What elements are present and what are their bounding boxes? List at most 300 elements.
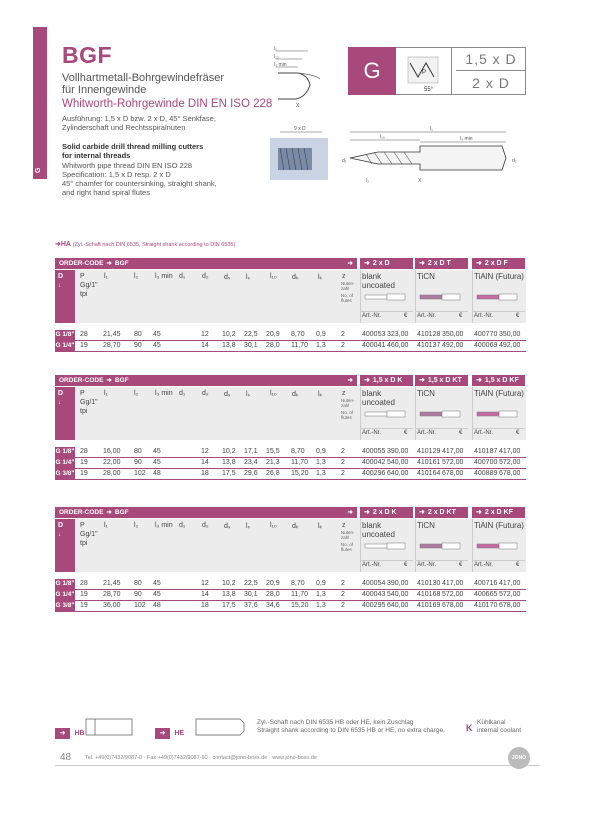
- artnr-header: Art.-Nr.: [474, 430, 493, 436]
- k-letter: K: [466, 723, 473, 733]
- euro-header: €: [516, 430, 520, 436]
- cell-l10: 26,8: [266, 470, 280, 477]
- arrow-icon: ➜: [347, 509, 353, 516]
- variant-tab: [472, 507, 525, 518]
- label-l10-small: l₁₀: [274, 54, 279, 60]
- article-number[interactable]: 410164: [417, 470, 441, 477]
- coating-name: TiAlN (Futura): [474, 389, 524, 398]
- cell-ls: 22,5: [244, 580, 258, 587]
- ha-arrow-icon: ➜: [55, 241, 61, 248]
- article-number[interactable]: 400296: [362, 470, 386, 477]
- cell-l2: 80: [134, 448, 142, 455]
- cell-p: 28: [80, 448, 88, 455]
- arrow-icon: ➜: [419, 260, 425, 267]
- price: 678,00: [442, 602, 464, 609]
- section-side-tab: [33, 27, 47, 179]
- cell-dk: 8,70: [291, 580, 305, 587]
- col-header-ds: dₛ: [224, 391, 231, 398]
- article-number[interactable]: 400700: [474, 459, 498, 466]
- cell-l3: 45: [153, 591, 161, 598]
- profile-p-label: P: [422, 70, 427, 76]
- cell-l3: 45: [153, 580, 161, 587]
- cell-lk: 0,9: [316, 331, 326, 338]
- col-d-label: D: [58, 390, 64, 397]
- price: 460,00: [387, 342, 409, 349]
- price: 572,00: [499, 591, 521, 598]
- thread-profile-icon: [398, 47, 452, 95]
- col-header-ls: lₛ: [246, 523, 251, 530]
- col-header-gg: Gg/1": [80, 399, 98, 406]
- price: 678,00: [499, 602, 521, 609]
- col-header-lk: lₖ: [318, 391, 323, 398]
- article-number[interactable]: 410187: [474, 448, 498, 455]
- en-spec-line2: Specification: 1,5 x D resp. 2 x D: [62, 170, 171, 179]
- cell-dk: 11,70: [291, 459, 308, 466]
- cell-lk: 1,3: [316, 591, 326, 598]
- col-header-d2: d₂: [202, 273, 209, 280]
- order-code-bar: [55, 258, 357, 269]
- cell-lk: 1,3: [316, 602, 326, 609]
- detail-x-drawing: [268, 45, 328, 110]
- subheader-line: [415, 428, 468, 429]
- subheader-line: [472, 311, 525, 312]
- cell-l10: 20,9: [266, 331, 280, 338]
- price: 678,00: [442, 470, 464, 477]
- arrow-icon: ➜: [364, 260, 370, 267]
- arrow-icon: ➜: [106, 509, 112, 516]
- variant-label: 2 x D T: [427, 260, 451, 267]
- cell-l10: 15,5: [266, 448, 280, 455]
- artnr-header: Art.-Nr.: [417, 562, 436, 568]
- variant-tab: [415, 375, 468, 386]
- order-code-label: ORDER-CODE: [59, 260, 104, 267]
- article-number[interactable]: 410128: [417, 331, 441, 338]
- cell-l3: 48: [153, 470, 161, 477]
- col-header-z-de: Nuten-zahl: [341, 398, 355, 408]
- col-header-l1: l₁: [104, 390, 108, 397]
- cell-p: 19: [80, 470, 88, 477]
- article-number[interactable]: 400054: [362, 580, 386, 587]
- label-d2: d₂: [512, 158, 517, 164]
- col-header-gg: Gg/1": [80, 282, 98, 289]
- col-header-lk: lₖ: [318, 274, 323, 281]
- order-code-value: BGF: [114, 260, 129, 267]
- arrow-icon: ➜: [476, 260, 482, 267]
- down-arrow-icon: ↓: [58, 400, 61, 406]
- col-header-ls: lₛ: [246, 274, 251, 281]
- arrow-icon: ➜: [419, 377, 425, 384]
- variant-tab: [360, 258, 413, 269]
- cell-l1: 21,45: [103, 580, 121, 587]
- ha-label: HA: [60, 241, 71, 248]
- article-number[interactable]: 400295: [362, 602, 386, 609]
- cell-p: 28: [80, 580, 88, 587]
- label-x: X: [418, 178, 422, 184]
- coating-name: TiCN: [417, 272, 435, 281]
- row-divider: [55, 479, 526, 480]
- cell-ls: 30,1: [244, 591, 258, 598]
- price: 572,00: [499, 459, 521, 466]
- coating-name: TiAlN (Futura): [474, 521, 524, 530]
- cell-lk: 1,3: [316, 470, 326, 477]
- col-header-l10: l₁₀: [270, 522, 277, 529]
- cell-l1: 16,00: [103, 448, 121, 455]
- down-arrow-icon: ↓: [58, 283, 61, 289]
- cell-dk: 8,70: [291, 331, 305, 338]
- article-number[interactable]: 400770: [474, 331, 498, 338]
- subheader-line: [415, 311, 468, 312]
- artnr-header: Art.-Nr.: [362, 562, 381, 568]
- cell-l1: 28,00: [103, 470, 121, 477]
- cell-z: 2: [341, 591, 345, 598]
- coating-name: TiCN: [417, 389, 435, 398]
- col-header-lk: lₖ: [318, 523, 323, 530]
- company-logo: JONO: [508, 747, 530, 769]
- col-header-z-en: No. of flutes: [341, 293, 354, 303]
- col-header-dk: dₖ: [292, 391, 299, 398]
- contact-line: Tel. +49(0)7432/9087-0 · Fax +49(0)7432/9087-60 · contact@jono-boss.de · www.jono-boss.de: [85, 755, 317, 761]
- col-d-label: D: [58, 273, 64, 280]
- de-subtitle: Whitworth-Rohrgewinde DIN EN ISO 228: [62, 98, 273, 110]
- col-header-p: P: [80, 273, 85, 280]
- price: 640,00: [387, 470, 409, 477]
- cell-ds: 10,2: [222, 448, 236, 455]
- coated-tool-icon: [363, 541, 411, 551]
- euro-header: €: [404, 313, 408, 319]
- col-header-z: z: [342, 390, 346, 397]
- tool-technical-drawing: [270, 122, 546, 198]
- col-header-tpi: tpi: [80, 408, 88, 415]
- price: 417,00: [442, 448, 464, 455]
- de-title-line2: für Innengewinde: [62, 84, 147, 96]
- cell-d2: 18: [201, 470, 209, 477]
- col-header-ds: dₛ: [224, 523, 231, 530]
- col-header-z-en: No. of flutes: [341, 542, 354, 552]
- col-header-ls: lₛ: [246, 391, 251, 398]
- shank-note-en: Straight shank according to DIN 6535 HB or HE, no extra charge.: [257, 727, 445, 734]
- cell-l1: 28,70: [103, 591, 121, 598]
- thread-letter: G: [348, 47, 396, 95]
- cell-z: 2: [341, 448, 345, 455]
- subheader-line: [360, 311, 413, 312]
- price: 492,00: [442, 342, 464, 349]
- price: 350,00: [499, 331, 521, 338]
- subheader-line: [415, 560, 468, 561]
- cell-ds: 13,8: [222, 342, 236, 349]
- col-header-p: P: [80, 522, 85, 529]
- cell-lk: 1,3: [316, 342, 326, 349]
- row-size-label: G 1/4": [55, 459, 75, 466]
- en-spec: [62, 161, 217, 197]
- price: 417,00: [499, 448, 521, 455]
- euro-header: €: [459, 313, 463, 319]
- coated-tool-icon: [363, 409, 411, 419]
- order-code-label: ORDER-CODE: [59, 509, 104, 516]
- variant-label: 1,5 x D KT: [427, 377, 462, 384]
- cell-p: 19: [80, 342, 88, 349]
- article-number[interactable]: 410129: [417, 448, 441, 455]
- de-spec: [62, 114, 216, 132]
- variant-tab: [472, 375, 525, 386]
- ha-note: [55, 240, 235, 248]
- label-l3: l₃ min: [460, 136, 473, 142]
- page-title: BGF: [62, 42, 113, 68]
- variant-tab: [360, 507, 413, 518]
- ha-text: (Zyl.-Schaft nach DIN 6535, Straight shank according to DIN 6535): [72, 242, 236, 248]
- col-header-d2: d₂: [202, 522, 209, 529]
- col-header-d1: d₁: [179, 390, 186, 397]
- col-header-z: z: [342, 273, 346, 280]
- price: 540,00: [387, 459, 409, 466]
- en-title: [62, 142, 203, 160]
- footer-he: [155, 722, 184, 740]
- coolant-de: Kühlkanal: [477, 719, 506, 726]
- row-size-label: G 3/8": [55, 470, 75, 477]
- subheader-line: [472, 428, 525, 429]
- coating-name: blank uncoated: [362, 272, 395, 290]
- arrow-icon: ➜: [364, 509, 370, 516]
- de-spec-line1: Ausführung: 1,5 x D bzw. 2 x D, 45° Senkfase,: [62, 114, 216, 123]
- cell-d2: 12: [201, 580, 209, 587]
- row-divider: [55, 611, 526, 612]
- cell-l2: 90: [134, 459, 142, 466]
- price: 417,00: [499, 580, 521, 587]
- article-number[interactable]: 410170: [474, 602, 498, 609]
- cell-ds: 17,5: [222, 470, 236, 477]
- order-code-value: BGF: [114, 377, 129, 384]
- article-number[interactable]: 400043: [362, 591, 386, 598]
- coated-tool-icon: [475, 409, 523, 419]
- cell-l2: 102: [134, 602, 146, 609]
- col-header-l2: l₂: [134, 522, 139, 529]
- cell-l10: 20,9: [266, 580, 280, 587]
- cell-lk: 1,3: [316, 459, 326, 466]
- order-code-label: ORDER-CODE: [59, 377, 104, 384]
- cell-d2: 18: [201, 602, 209, 609]
- cell-lk: 0,9: [316, 580, 326, 587]
- row-size-label: G 1/8": [55, 331, 75, 338]
- cell-l2: 80: [134, 580, 142, 587]
- col-header-l1: l₁: [104, 273, 108, 280]
- variant-label: 2 x D KT: [427, 509, 456, 516]
- article-number[interactable]: 410137: [417, 342, 441, 349]
- coating-name: TiCN: [417, 521, 435, 530]
- article-number[interactable]: 410130: [417, 580, 441, 587]
- cell-l2: 102: [134, 470, 146, 477]
- cell-ls: 37,6: [244, 602, 258, 609]
- arrow-icon: ➜: [347, 260, 353, 267]
- order-code-value: BGF: [114, 509, 129, 516]
- col-header-dk: dₖ: [292, 274, 299, 281]
- arrow-icon: ➜: [106, 377, 112, 384]
- coating-name: blank uncoated: [362, 521, 395, 539]
- footer-hb: [55, 722, 85, 740]
- en-spec-line1: Whitworth pipe thread DIN EN ISO 228: [62, 161, 193, 170]
- en-title-line1: Solid carbide drill thread milling cutters: [62, 142, 204, 151]
- variant-label: 1,5 x D K: [372, 377, 403, 384]
- col-header-tpi: tpi: [80, 540, 88, 547]
- cell-dk: 15,20: [291, 470, 309, 477]
- cell-z: 2: [341, 470, 345, 477]
- article-number[interactable]: 400665: [474, 591, 498, 598]
- euro-header: €: [459, 562, 463, 568]
- cell-z: 2: [341, 580, 345, 587]
- he-label: HE: [174, 730, 185, 737]
- subheader-line: [472, 560, 525, 561]
- euro-header: €: [516, 313, 520, 319]
- euro-header: €: [516, 562, 520, 568]
- cell-z: 2: [341, 602, 345, 609]
- cell-l3: 45: [153, 331, 161, 338]
- cell-l10: 21,3: [266, 459, 280, 466]
- col-header-z-de: Nuten-zahl: [341, 530, 355, 540]
- price: 390,00: [387, 448, 409, 455]
- col-header-d1: d₁: [179, 273, 186, 280]
- cell-l3: 45: [153, 448, 161, 455]
- cell-l2: 90: [134, 591, 142, 598]
- label-l2: l₂: [366, 178, 370, 184]
- artnr-header: Art.-Nr.: [474, 562, 493, 568]
- he-shank-icon: [195, 717, 245, 737]
- cell-ls: 17,1: [244, 448, 258, 455]
- cell-ds: 17,5: [222, 602, 236, 609]
- cell-ds: 10,2: [222, 580, 236, 587]
- profile-angle: 55°: [424, 87, 434, 93]
- row-size-label: G 1/4": [55, 342, 75, 349]
- col-header-gg: Gg/1": [80, 531, 98, 538]
- coated-tool-icon: [418, 409, 466, 419]
- article-number[interactable]: 400053: [362, 331, 386, 338]
- price: 492,00: [499, 342, 521, 349]
- arrow-icon: ➜: [476, 377, 482, 384]
- down-arrow-icon: ↓: [58, 532, 61, 538]
- arrow-icon: ➜: [106, 260, 112, 267]
- article-number[interactable]: 400069: [474, 342, 498, 349]
- col-header-l3: l₃ min: [155, 522, 173, 529]
- col-header-l2: l₂: [134, 390, 139, 397]
- variant-label: 2 x D F: [484, 260, 508, 267]
- article-number[interactable]: 400716: [474, 580, 498, 587]
- cell-d2: 14: [201, 342, 209, 349]
- cell-l1: 22,00: [103, 459, 121, 466]
- subheader-line: [360, 560, 413, 561]
- cell-z: 2: [341, 459, 345, 466]
- col-header-l2: l₂: [134, 273, 139, 280]
- cell-p: 19: [80, 459, 88, 466]
- cell-p: 19: [80, 602, 88, 609]
- size-2xd: 2 x D: [472, 75, 510, 91]
- arrow-icon: ➜: [347, 377, 353, 384]
- cell-lk: 0,9: [316, 448, 326, 455]
- de-spec-line2: Zylinderschaft und Rechtsspiralnuten: [62, 123, 186, 132]
- label-ratio: 9 x D: [294, 126, 306, 132]
- price: 540,00: [387, 591, 409, 598]
- hb-label: HB: [74, 730, 85, 737]
- col-d-label: D: [58, 522, 64, 529]
- cell-ls: 23,4: [244, 459, 258, 466]
- price: 572,00: [442, 459, 464, 466]
- col-header-d1: d₁: [179, 522, 186, 529]
- arrow-icon: ➜: [476, 509, 482, 516]
- euro-header: €: [404, 430, 408, 436]
- cell-ds: 10,2: [222, 331, 236, 338]
- artnr-header: Art.-Nr.: [417, 430, 436, 436]
- row-size-label: G 3/8": [55, 602, 75, 609]
- col-header-l1: l₁: [104, 522, 108, 529]
- row-size-label: G 1/8": [55, 580, 75, 587]
- label-l1: l₁: [430, 126, 433, 132]
- cell-ds: 13,8: [222, 591, 236, 598]
- article-number[interactable]: 410169: [417, 602, 441, 609]
- side-tab-label: G: [35, 167, 42, 173]
- cell-ls: 30,1: [244, 342, 258, 349]
- size-1-5xd: 1,5 x D: [456, 47, 526, 71]
- variant-tab: [415, 507, 468, 518]
- euro-header: €: [404, 562, 408, 568]
- cell-l2: 80: [134, 331, 142, 338]
- col-header-tpi: tpi: [80, 291, 88, 298]
- cell-ls: 29,6: [244, 470, 258, 477]
- variant-label: 2 x D: [372, 260, 390, 267]
- arrow-icon: ➜: [419, 509, 425, 516]
- euro-header: €: [459, 430, 463, 436]
- coolant-note: [477, 719, 521, 735]
- price: 417,00: [442, 580, 464, 587]
- cell-l1: 36,00: [103, 602, 121, 609]
- article-number[interactable]: 410168: [417, 591, 441, 598]
- col-header-l10: l₁₀: [270, 273, 277, 280]
- col-header-z-en: No. of flutes: [341, 410, 354, 420]
- cell-dk: 8,70: [291, 448, 305, 455]
- cell-d2: 12: [201, 331, 209, 338]
- col-header-l3: l₃ min: [155, 273, 173, 280]
- coated-tool-icon: [418, 541, 466, 551]
- article-number[interactable]: 400041: [362, 342, 386, 349]
- article-number[interactable]: 400042: [362, 459, 386, 466]
- article-number[interactable]: 410161: [417, 459, 441, 466]
- col-header-z-de: Nuten-zahl: [341, 281, 355, 291]
- price: 390,00: [387, 580, 409, 587]
- coated-tool-icon: [475, 292, 523, 302]
- cell-z: 2: [341, 342, 345, 349]
- col-header-p: P: [80, 390, 85, 397]
- cell-l3: 45: [153, 342, 161, 349]
- page-number: 48: [60, 752, 72, 763]
- price: 640,00: [387, 602, 409, 609]
- cell-l10: 34,6: [266, 602, 280, 609]
- label-l3-small: l₃ min: [274, 62, 287, 68]
- cell-l3: 45: [153, 459, 161, 466]
- arrow-icon: ➜: [364, 377, 370, 384]
- variant-label: 1,5 x D KF: [484, 377, 519, 384]
- coating-name: TiAlN (Futura): [474, 272, 524, 281]
- shank-note-de: Zyl.-Schaft nach DIN 6535 HB oder HE, kein Zuschlag: [257, 719, 414, 726]
- coated-tool-icon: [475, 541, 523, 551]
- col-header-z: z: [342, 522, 346, 529]
- label-l10: l₁₀: [380, 134, 385, 140]
- article-number[interactable]: 400889: [474, 470, 498, 477]
- variant-tab: [360, 375, 413, 386]
- article-number[interactable]: 400055: [362, 448, 386, 455]
- col-header-d2: d₂: [202, 390, 209, 397]
- thread-profile: [398, 47, 452, 95]
- artnr-header: Art.-Nr.: [417, 313, 436, 319]
- cell-p: 19: [80, 591, 88, 598]
- de-title: [62, 72, 224, 96]
- coated-tool-icon: [418, 292, 466, 302]
- cell-l10: 28,0: [266, 591, 280, 598]
- coated-tool-icon: [363, 292, 411, 302]
